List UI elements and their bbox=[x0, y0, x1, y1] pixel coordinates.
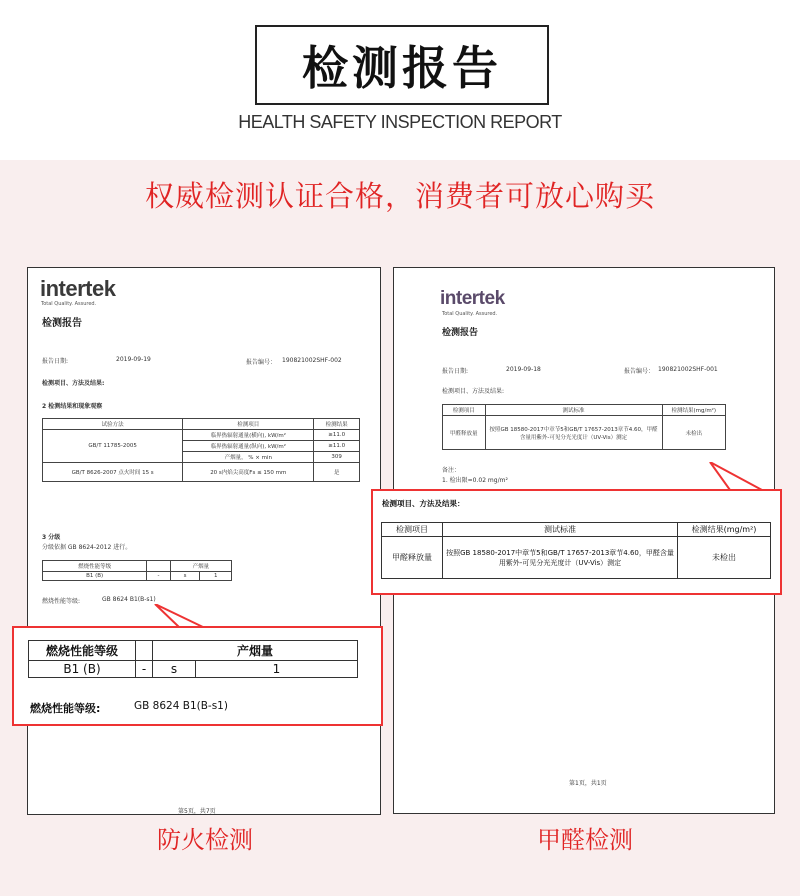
header bbox=[0, 0, 800, 160]
table-cell: s bbox=[170, 572, 200, 581]
table-cell: - bbox=[147, 572, 170, 581]
fire-test-report bbox=[27, 267, 381, 815]
logo-tagline: Total Quality. Assured. bbox=[41, 301, 97, 307]
callout-section: 检测项目、方法及结果： bbox=[382, 499, 465, 508]
standard-line-1: 按照GB 18580-2017中章节5和GB/T 17657-2013章节4.60，甲醛含量 bbox=[446, 548, 674, 557]
table-cell: GB/T 8626-2007 点火时间 15 s bbox=[43, 463, 183, 482]
results-table bbox=[42, 418, 360, 482]
doc-title: 检测报告 bbox=[42, 318, 82, 329]
note-label: 备注： bbox=[442, 467, 461, 474]
page-subtitle: HEALTH SAFETY INSPECTION REPORT bbox=[238, 112, 562, 132]
table-cell: 是 bbox=[314, 463, 360, 482]
page-number: 第1页，共1页 bbox=[569, 780, 607, 787]
table-cell: ≥11.0 bbox=[314, 441, 360, 452]
table-cell: 未检出 bbox=[678, 537, 771, 579]
table-cell: 产烟量 bbox=[153, 641, 358, 661]
table-cell: 燃烧性能等级 bbox=[29, 641, 136, 661]
page-title: 检测报告 bbox=[302, 41, 502, 95]
table-cell: 甲醛释放量 bbox=[382, 537, 443, 579]
th-result: 检测结果 bbox=[314, 419, 360, 430]
caption-fire-test: 防火检测 bbox=[157, 826, 253, 854]
callout-pointer bbox=[700, 462, 770, 492]
standard-line-2: 用紫外-可见分光光度计（UV-Vis）测定 bbox=[498, 558, 622, 567]
fire-grade-callout bbox=[12, 626, 383, 726]
table-cell: 检测项目 bbox=[382, 523, 443, 537]
report-date-value: 2019-09-18 bbox=[506, 366, 541, 373]
grade-value: GB 8624 B1(B-s1) bbox=[134, 700, 228, 712]
section-2: 2 检测结果和现象观察 bbox=[42, 403, 103, 410]
table-cell: 1 bbox=[200, 572, 232, 581]
note-1: 1. 检出限=0.02 mg/m² bbox=[442, 477, 508, 484]
table-cell: B1 (B) bbox=[43, 572, 147, 581]
table-cell: - bbox=[136, 661, 153, 678]
results-table bbox=[442, 404, 726, 450]
table-cell: 临界热辐射通量(横向), kW/m² bbox=[183, 430, 314, 441]
slogan: 权威检测认证合格，消费者可放心购买 bbox=[144, 179, 655, 213]
table-cell: s bbox=[153, 661, 196, 678]
intertek-logo: intertek bbox=[440, 288, 505, 309]
th-method: 试验方法 bbox=[43, 419, 183, 430]
table-cell: 未检出 bbox=[662, 416, 726, 450]
table-cell: 测试标准 bbox=[443, 523, 678, 537]
report-no: 190821002SHF-001 bbox=[658, 366, 718, 373]
table-cell: 燃烧性能等级 bbox=[43, 561, 147, 572]
table-cell: 产烟量， % × min bbox=[183, 452, 314, 463]
report-no: 190821002SHF-002 bbox=[282, 357, 342, 364]
section-items: 检测项目、方法及结果: bbox=[442, 388, 505, 395]
intertek-logo: intertek bbox=[40, 276, 116, 301]
table-cell: 检测结果(mg/m²) bbox=[678, 523, 771, 537]
report-no-label: 报告编号： bbox=[246, 359, 277, 366]
table-cell bbox=[136, 641, 153, 661]
table-cell: 产烟量 bbox=[170, 561, 231, 572]
report-no-label: 报告编号： bbox=[624, 368, 655, 375]
small-grade-label: 燃烧性能等级: bbox=[42, 598, 81, 605]
small-grade-table bbox=[42, 560, 232, 581]
table-cell: 按照GB 18580-2017中章节5和GB/T 17657-2013章节4.60，甲醛含量用紫外-可见分光光度计（UV-Vis）测定 bbox=[485, 416, 662, 450]
table-cell: 甲醛释放量 bbox=[443, 416, 486, 450]
small-grade-value: GB 8624 B1(B-s1) bbox=[102, 596, 156, 603]
table-cell: B1 (B) bbox=[29, 661, 136, 678]
table-cell: ≥11.0 bbox=[314, 430, 360, 441]
table-cell: 309 bbox=[314, 452, 360, 463]
title-box bbox=[255, 25, 549, 105]
th-item: 检测项目 bbox=[183, 419, 314, 430]
report-date-label: 报告日期: bbox=[442, 368, 469, 375]
table-cell: 1 bbox=[196, 661, 358, 678]
formaldehyde-table bbox=[381, 522, 771, 579]
report-date-label: 报告日期: bbox=[42, 358, 69, 365]
table-cell bbox=[147, 561, 170, 572]
logo-tagline: Total Quality. Assured. bbox=[442, 311, 498, 317]
page-number: 第5页，共7页 bbox=[178, 808, 216, 815]
table-cell: GB/T 11785-2005 bbox=[43, 430, 183, 463]
section-items: 检测项目、方法及结果: bbox=[42, 380, 105, 387]
grade-label: 燃烧性能等级: bbox=[30, 702, 101, 715]
table-cell: 检测结果(mg/m²) bbox=[662, 405, 726, 416]
table-cell bbox=[443, 537, 678, 579]
table-cell: 测试标准 bbox=[485, 405, 662, 416]
doc-title: 检测报告 bbox=[442, 328, 479, 338]
section-3: 3 分级 bbox=[42, 534, 61, 541]
report-date-value: 2019-09-19 bbox=[116, 356, 151, 363]
table-cell: 20 s内焰尖高度Fs ≤ 150 mm bbox=[183, 463, 314, 482]
table-cell: 临界热辐射通量(纵向), kW/m² bbox=[183, 441, 314, 452]
formaldehyde-callout bbox=[371, 489, 782, 595]
table-cell: 检测项目 bbox=[443, 405, 486, 416]
grading-text: 分级依据 GB 8624-2012 进行。 bbox=[42, 544, 132, 551]
grade-table bbox=[28, 640, 358, 678]
caption-formaldehyde-test: 甲醛检测 bbox=[537, 826, 633, 854]
